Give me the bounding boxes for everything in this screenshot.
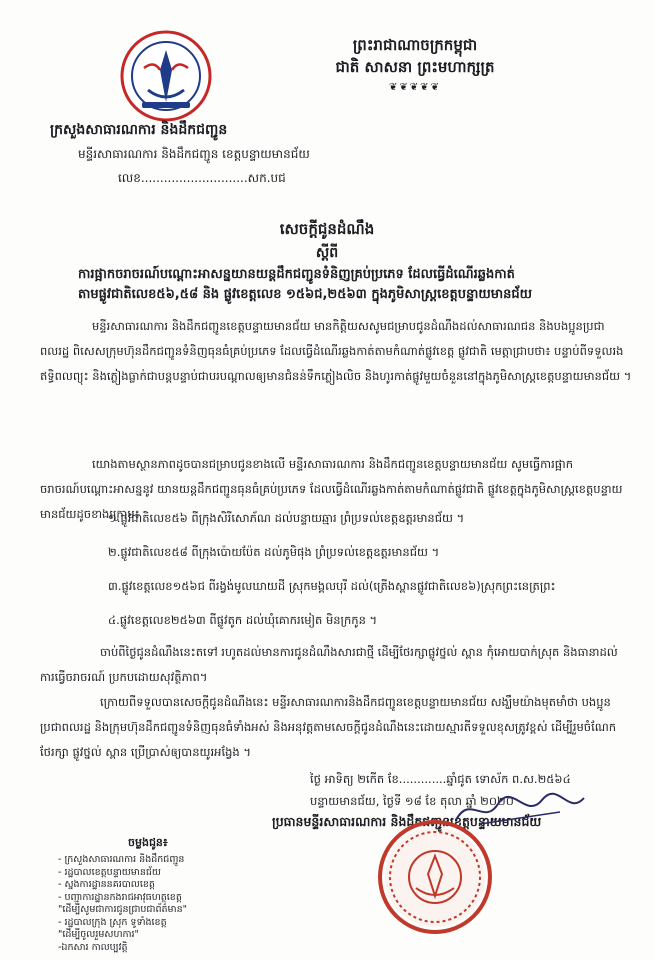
reference-number: លេខ............................សក.បជ	[118, 171, 286, 185]
body-paragraph-2: យោងតាមស្ថានភាពដូចបានជម្រាបជូនខាងលើ មន្ទីរសាធារណការ និងដឹកជញ្ជូនខេត្តបន្ទាយមានជ័យ សូមធ្វើការផ្អាកចរាចរណ៍បណ្តោះអាសន្ននូវ យានយន្តដឹកជញ្ជូនធុនធំគ្រប់ប្រភេទ ដែលធ្វើដំណើរឆ្លងកាត់តាមកំណាត់ផ្លូវជាតិ ផ្លូវខេត្តក្នុងភូមិសាស្ត្រខេត្តបន្ទាយមានជ័យដូចខាងក្រោម៖	[40, 457, 623, 521]
body-paragraph-1: មន្ទីរសាធារណការ និងដឹកជញ្ជូនខេត្តបន្ទាយមានជ័យ មានកិត្តិយសសូមជម្រាបជូនដំណឹងដល់សាធារណជន និងបងប្អូនប្រជាពលរដ្ឋ ពិសេសក្រុមហ៊ុនដឹកជញ្ជូនទំនិញធុនធំគ្រប់ប្រភេទ ដែលធ្វើដំណើរឆ្លងកាត់តាមកំណាត់ផ្លូវខេត្ត ផ្លូវជាតិ មេត្តាជ្រាបថា៖ បន្ទាប់ពីទទួលរងឥទ្ធិពលព្យុះ និងភ្លៀងធ្លាក់ជាបន្តបន្ទាប់ជាបរបណ្តាលឲ្យមានជំនន់ទឹកភ្លៀងលិច និងហូរកាត់ផ្លូវមួយចំនួននៅក្នុងភូមិសាស្ត្រខេត្តបន្ទាយមានជ័យ ។	[40, 319, 632, 383]
kingdom-header	[250, 34, 580, 78]
ministry-name: ក្រសួងសាធារណការ និងដឹកជញ្ជូន	[50, 122, 228, 138]
recipient-item: - រដ្ឋបាលក្រុង ស្រុក ទូទាំងខេត្ត	[58, 916, 167, 928]
body-paragraph-3: ចាប់ពីថ្ងៃជូនដំណឹងនេះតទៅ រហូតដល់មានការជូនដំណឹងសារជាថ្មី ដើម្បីថែរក្សាផ្លូវថ្នល់ ស្ពាន កុំអោយបាក់ស្រុត និងធានាដល់ការធ្វើចរាចរណ៍ ប្រកបដោយសុវត្ថិភាព។	[40, 645, 618, 684]
recipient-item: - បញ្ជាការដ្ឋានកងរាជអាវុធហត្ថខេត្ត	[58, 891, 182, 903]
road-list-item: ៤.ផ្លូវខេត្តលេខ២៥៦៣ ពីផ្លូវតូក ដល់ឃុំគោករមៀត មិនក្រកូន ។	[108, 613, 378, 627]
road-list-item: ២.ផ្លូវជាតិលេខ៥៨ ពីក្រុងប៉ោយប៉ែត ដល់ភូមិផុង ព្រំប្រទល់ខេត្តឧត្តរមានជ័យ ។	[108, 545, 440, 559]
notice-about-label: ស្តីពី	[315, 245, 339, 261]
recipients-list	[58, 854, 187, 954]
recipient-item: -ឯកសារ កាលប្បវត្តិ	[58, 941, 128, 953]
official-seal-icon	[376, 818, 494, 936]
header-ornament: ❦❦❦❦❦	[389, 82, 441, 93]
national-motto: ជាតិ សាសនា ព្រះមហាក្សត្រ	[335, 58, 495, 76]
notice-subject	[78, 265, 638, 305]
subject-line-2: តាមផ្លូវជាតិលេខ៥៦,៥៨ និង ផ្លូវខេត្តលេខ ១៥៦ជ,២៥៦៣ ក្នុងភូមិសាស្ត្រខេត្តបន្ទាយមានជ័យ	[78, 287, 532, 302]
recipient-item: - ក្រសួងសាធារណការ និងដឹកជញ្ជូន	[58, 854, 185, 865]
road-list	[40, 501, 632, 637]
kingdom-name: ព្រះរាជាណាចក្រកម្ពុជា	[352, 36, 478, 54]
road-list-item: ៣.ផ្លូវខេត្តលេខ១៥៦ជ ពីរង្វង់មូលឃាយដី ស្រុកមង្គលបុរី ដល់(ត្រើងស្ពានផ្លូវជាតិលេខ៦)ស្រុកព្រះនេត្រព្រះ	[108, 579, 556, 593]
road-list-item: ១.ផ្លូវជាតិលេខ៥៦ ពីក្រុងសិរីសោភ័ណ ដល់បន្ទាយឆ្មារ ព្រំប្រទល់ខេត្តឧត្តរមានជ័យ ។	[108, 511, 465, 525]
notice-title: សេចក្តីជូនដំណឹង	[279, 220, 375, 238]
subject-line-1: ការផ្អាកចរាចរណ៍បណ្តោះអាសន្នយានយន្តដឹកជញ្ជូនទំនិញគ្រប់ប្រភេទ ដែលធ្វើដំណើរឆ្លងកាត់	[78, 267, 515, 282]
recipient-item: - រដ្ឋបាលខេត្តបន្ទាយមានជ័យ	[58, 866, 161, 878]
body-paragraph-4: ក្រោយពីទទួលបានសេចក្តីជូនដំណឹងនេះ មន្ទីរសាធារណការនិងដឹកជញ្ជូនខេត្តបន្ទាយមានជ័យ សង្ឃឹមយ៉ាងមុតមាំថា បងប្អូនប្រជាពលរដ្ឋ និងក្រុមហ៊ុនដឹកជញ្ជូនទំនិញធុនធំទាំងអស់ និងអនុវត្តតាមសេចក្តីជូនដំណឹងនេះដោយស្មារតីទទួលខុសត្រូវខ្ពស់ ដើម្បីរួមចំណែកថែរក្សា ផ្លូវថ្នល់ ស្ពាន ប្រើប្រាស់ឲ្យបានយូរអង្វែង ។	[40, 695, 617, 759]
ministry-logo-icon	[120, 30, 212, 122]
recipient-item: "ដើម្បីចូលរួមសហការ"	[58, 929, 139, 940]
recipients-title: ចម្លងជូន៖	[128, 836, 168, 849]
recipient-item: - ស្នងការដ្ឋាននគរបាលខេត្ត	[58, 879, 155, 890]
lunar-date: ថ្ងៃ អាទិត្យ ២កើត ខែ.............ឆ្នាំជូត ទោស័ក ព.ស.២៥៦៤	[310, 772, 571, 786]
recipient-item: "ដើម្បីសូមជាការជូនជ្រាបជាព័ត៌មាន"	[58, 904, 187, 915]
signer-title: ប្រធានមន្ទីរសាធារណការ និងដឹកជញ្ជូនខេត្តបន្ទាយមានជ័យ	[272, 814, 542, 829]
department-name: មន្ទីរសាធារណការ និងដឹកជញ្ជូន ខេត្តបន្ទាយមានជ័យ	[78, 147, 310, 161]
solar-date: បន្ទាយមានជ័យ, ថ្ងៃទី ១៨ ខែ តុលា ឆ្នាំ ២០២០	[310, 794, 514, 808]
